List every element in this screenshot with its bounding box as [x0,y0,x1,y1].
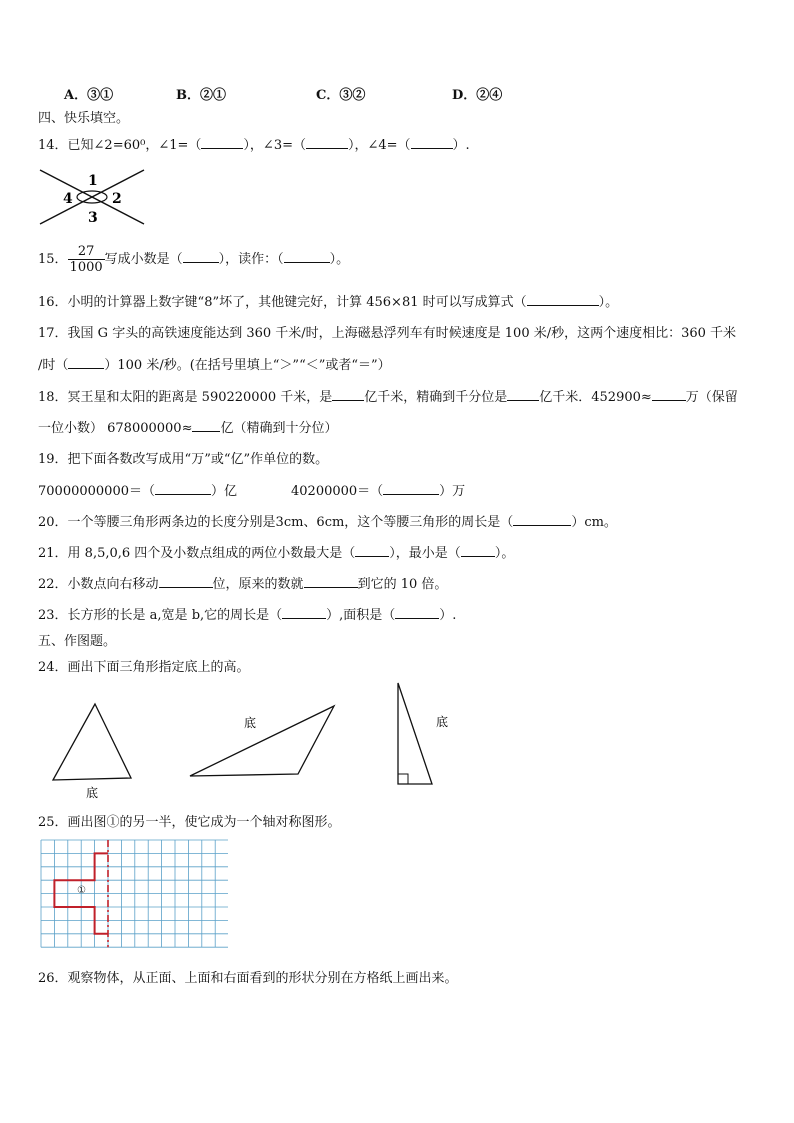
q14-mid2: ），∠4=（ [347,138,411,153]
option-c: C．③② [316,88,366,103]
grid-lines [41,840,228,947]
q18-line2b: 亿（精确到十分位） [220,421,338,436]
shape-label: ① [77,885,86,896]
triangle-1 [53,704,131,780]
answer-blank[interactable] [201,136,243,149]
q18-c: 亿千米．452900≈ [539,390,652,405]
q14-suffix: ）. [452,138,470,153]
q22-text: 22．小数点向右移动 [38,577,159,592]
triangle-figures [40,678,470,804]
answer-blank[interactable] [355,544,389,557]
q16-text: 16．小明的计算器上数字键“8”坏了，其他键完好，计算 456×81 时可以写成算式（ [38,295,527,310]
base-label-2: 底 [244,716,257,730]
option-a: A．③① [64,88,114,103]
question-21 [38,542,514,561]
q18-line2a: 一位小数） 678000000≈ [38,421,193,436]
fraction-denominator: 1000 [69,260,103,275]
option-d: D．②④ [452,88,503,103]
answer-blank[interactable] [527,293,599,306]
fraction-numerator: 27 [68,244,105,260]
q14-prefix: 14．已知∠2=60⁰，∠1=（ [38,138,202,153]
question-22 [38,573,447,592]
angle-label-3: 3 [88,210,98,226]
answer-blank[interactable] [306,136,348,149]
question-20 [38,511,617,530]
q18-d: 万（保留 [685,390,738,405]
answer-blank[interactable] [282,606,326,619]
q14-mid1: ），∠3=（ [243,138,306,153]
triangle-2 [190,706,334,776]
q18-b: 亿千米，精确到千分位是 [364,390,508,405]
question-18-line2 [38,417,337,436]
q17-line2b: ）100 米/秒。(在括号里填上“＞”“＜”或者“＝”） [104,358,391,373]
base-label-1: 底 [86,786,99,800]
q19-b-unit: ）万 [439,484,466,499]
q22-suffix: 到它的 10 倍。 [357,577,448,592]
q17-line2a: /时（ [38,358,69,373]
q21-mid: ），最小是（ [389,546,461,561]
q19-a-unit: ）亿 [210,484,237,499]
answer-blank[interactable] [652,388,686,401]
answer-blank[interactable] [411,136,453,149]
q23-mid: ）,面积是（ [326,608,396,623]
answer-blank[interactable] [461,544,495,557]
q19-b: 40200000＝（ [291,484,384,499]
question-26: 26．观察物体，从正面、上面和右面看到的形状分别在方格纸上画出来。 [38,971,458,986]
q15-text3: ）。 [329,252,350,267]
answer-blank[interactable] [192,419,220,432]
right-angle-mark [398,774,408,784]
answer-blank[interactable] [507,388,539,401]
q19-a: 70000000000＝（ [38,484,155,499]
answer-blank[interactable] [159,575,213,588]
q21-text: 21．用 8,5,0,6 四个及小数点组成的两位小数最大是（ [38,546,356,561]
question-19: 19．把下面各数改写成用“万”或“亿”作单位的数。 [38,452,329,467]
q16-suffix: ）。 [598,295,619,310]
answer-blank[interactable] [183,250,219,263]
answer-blank[interactable] [304,575,358,588]
answer-blank[interactable] [395,606,439,619]
question-14 [38,134,470,153]
question-17-line1: 17．我国 G 字头的高铁速度能达到 360 千米/时，上海磁悬浮列车有时候速度是 100 米/秒，这两个速度相比：360 千米 [38,326,737,341]
question-18-line1 [38,386,738,405]
q20-text: 20．一个等腰三角形两条边的长度分别是3cm、6cm，这个等腰三角形的周长是（ [38,515,514,530]
angle-label-1: 1 [88,173,98,189]
q15-text1: 写成小数是（ [104,252,183,267]
question-16 [38,291,618,310]
q15-number: 15． [38,252,68,267]
question-25: 25．画出图①的另一半，使它成为一个轴对称图形。 [38,815,341,830]
base-label-3: 底 [436,715,449,729]
answer-blank[interactable] [332,388,364,401]
angle-label-4: 4 [63,191,73,207]
q23-text: 23．长方形的长是 a,宽是 b,它的周长是（ [38,608,283,623]
q23-suffix: ）. [439,608,457,623]
angle-label-2: 2 [112,191,122,207]
fraction [68,244,105,275]
question-24: 24．画出下面三角形指定底上的高。 [38,660,250,675]
answer-blank[interactable] [155,482,211,495]
section-heading-5: 五、作图题。 [38,634,117,649]
question-15 [38,244,349,275]
answer-blank[interactable] [284,250,330,263]
q20-suffix: ）cm。 [571,515,617,530]
q15-text2: ），读作：（ [218,252,284,267]
q22-mid: 位，原来的数就 [212,577,304,592]
answer-blank[interactable] [383,482,439,495]
question-23 [38,604,456,623]
q18-a: 18．冥王星和太阳的距离是 590220000 千米，是 [38,390,333,405]
square-grid [40,838,228,956]
triangle-3 [398,683,432,784]
q21-suffix: ）。 [494,546,515,561]
question-17-line2 [38,354,391,373]
answer-blank[interactable] [68,356,104,369]
answer-blank[interactable] [513,513,571,526]
question-19-items [38,480,465,499]
angle-figure [36,166,148,228]
section-heading-4: 四、快乐填空。 [38,111,130,126]
option-b: B．②① [176,88,226,103]
